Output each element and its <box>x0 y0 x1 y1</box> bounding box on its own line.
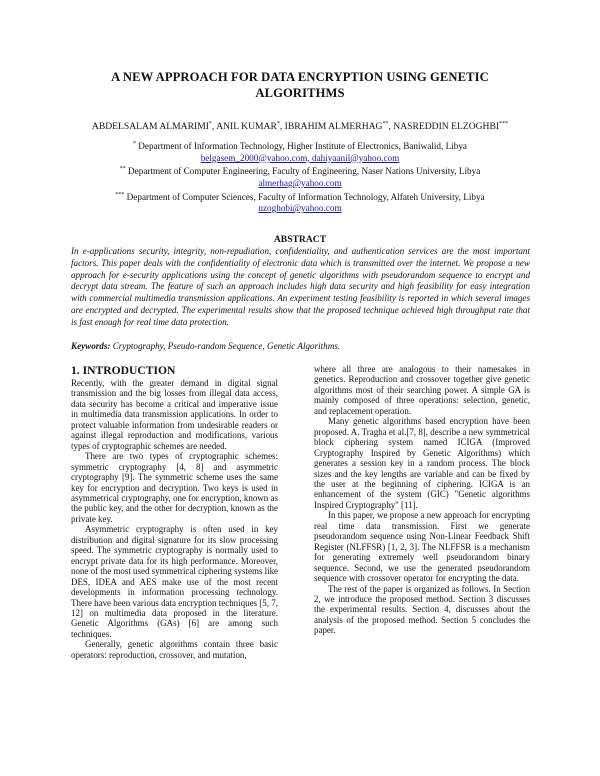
affiliation-mark: * <box>132 141 136 147</box>
author-name: ANIL KUMAR <box>216 121 277 133</box>
author-name: NASREDDIN ELZOGHBI <box>393 121 500 133</box>
paragraph: The rest of the paper is organized as follows. In Section 2, we introduce the proposed method. Section 3 discusses the experimental results. Section 4, discusses about the analysis of the proposed method. Section 5 concludes the paper. <box>314 583 530 636</box>
affiliation-mark: *** <box>115 191 125 198</box>
abstract-heading: ABSTRACT <box>273 234 327 245</box>
author-name: IBRAHIM ALMERHAG <box>284 121 383 133</box>
email-link[interactable]: almerhag@yahoo.com <box>258 177 342 188</box>
paragraph: Many genetic algorithms based encryption have been proposed. A. Tragha et al.[7, 8], describe a new symmetrical block ciphering system named ICIGA (Improved Cryptography Inspired by Genetic Algorithms) which generates a session key in a random process. The block sizes and the key lengths are variable and can be fixed by the user at the beginning of ciphering. ICIGA is an enhancement of the system (GIC) "Genetic algorithms Inspired Cryptography" [11]. <box>314 416 530 510</box>
affiliation <box>40 190 560 204</box>
author-list: ABDELSALAM ALMARIMI*, ANIL KUMAR*, IBRAHIM ALMERHAG**, NASREDDIN ELZOGHBI*** <box>91 121 509 133</box>
email-link[interactable]: belgasem_2000@yahoo.com, dahiyaanil@yahoo.com <box>200 152 400 163</box>
affiliation-text: Department of Computer Engineering, Faculty of Engineering, Naser Nations University, Libya <box>128 166 481 177</box>
paragraph: Recently, with the greater demand in digital signal transmission and the big losses from illegal data access, data security has become a critical and imperative issue in multimedia data transmission applications. In order to protect valuable information from undesirable readers or against illegal reproduction and modifications, various types of cryptographic schemes are needed. <box>71 378 278 451</box>
paragraph: There are two types of cryptographic schemes: symmetric cryptography [4, 8] and asymmetric cryptography [9]. The symmetric scheme uses the same key for encryption and decryption. Two keys is used in asymmetrical cryptography, one for encryption, known as the public key, and the other for decryption, known as the private key. <box>71 451 278 524</box>
paragraph: In this paper, we propose a new approach for encrypting real time data transmission. First we generate pseudorandom sequence using Non-Linear Feedback Shift Register (NLFFSR) [1, 2, 3]. The NLFFSR is a mechanism for generating extremely well pseudorandom binary sequence. Second, we use the generated pseudorandom sequence with crossover operator for encrypting the data. <box>314 510 530 584</box>
paragraph: Asymmetric cryptography is often used in key distribution and digital signature for its slow processing speed. The symmetric cryptography is normally used to encrypt private data for its high performance. Moreover, none of the most used symmetrical ciphering systems like DES, IDEA and AES make use of the most recent developments in information processing technology. There have been various data encryption techniques [5, 7, 12] on multimedia data proposed in the literature. Genetic Algorithms (GAs) [6] are among such techniques. <box>71 524 279 639</box>
abstract-text: In e-applications security, integrity, non-repudiation, confidentiality, and authentication services are the most important factors. This paper deals with the confidentiality of electronic data which is transmitted over the internet. We propose a new approach for e-security applications using the concept of genetic algorithms with pseudorandom sequence to encrypt and decrypt data stream. The feature of such an approach includes high data security and high feasibility for easy integration with commercial multimedia transmission applications. An experiment testing feasibility is reported in which several images are encrypted and decrypted. The experimental results show that the proposed technique achieved high throughput rate that is fast enough for real time data protection. <box>71 246 530 327</box>
author-mark: ** <box>382 121 389 127</box>
affiliation <box>40 164 560 178</box>
left-column <box>71 364 278 660</box>
affiliation-list <box>40 139 560 215</box>
paragraph: Generally, genetic algorithms contain three basic operators: reproduction, crossover, and mutation, <box>71 639 278 660</box>
keywords-label: Keywords: <box>71 341 111 351</box>
author-mark: * <box>276 121 280 127</box>
keywords-text: Cryptography, Pseudo-random Sequence, Genetic Algorithms. <box>112 341 341 351</box>
affiliation <box>40 139 560 153</box>
affiliation-text: Department of Computer Sciences, Faculty of Information Technology, Alfateh University, Libya <box>126 191 485 202</box>
author-mark: *** <box>499 121 509 127</box>
keywords <box>71 341 530 353</box>
paragraph: where all three are analogous to their namesakes in genetics. Reproduction and crossover together give genetic algorithms most of their searching power. A simple GA is mainly composed of three operations: selection, genetic, and replacement operation. <box>314 364 530 416</box>
right-column <box>314 364 530 636</box>
author-name: ABDELSALAM ALMARIMI <box>91 121 209 133</box>
affiliation-text: Department of Information Technology, Higher Institute of Electronics, Baniwalid, Libya <box>138 141 468 152</box>
email-link[interactable]: nzoghobi@yahoo.com <box>258 203 342 214</box>
paper-title: A NEW APPROACH FOR DATA ENCRYPTION USING GENETIC ALGORITHMS <box>111 70 489 100</box>
affiliation-mark: ** <box>119 166 126 173</box>
author-mark: * <box>208 121 212 127</box>
section-heading: 1. INTRODUCTION <box>71 364 176 377</box>
